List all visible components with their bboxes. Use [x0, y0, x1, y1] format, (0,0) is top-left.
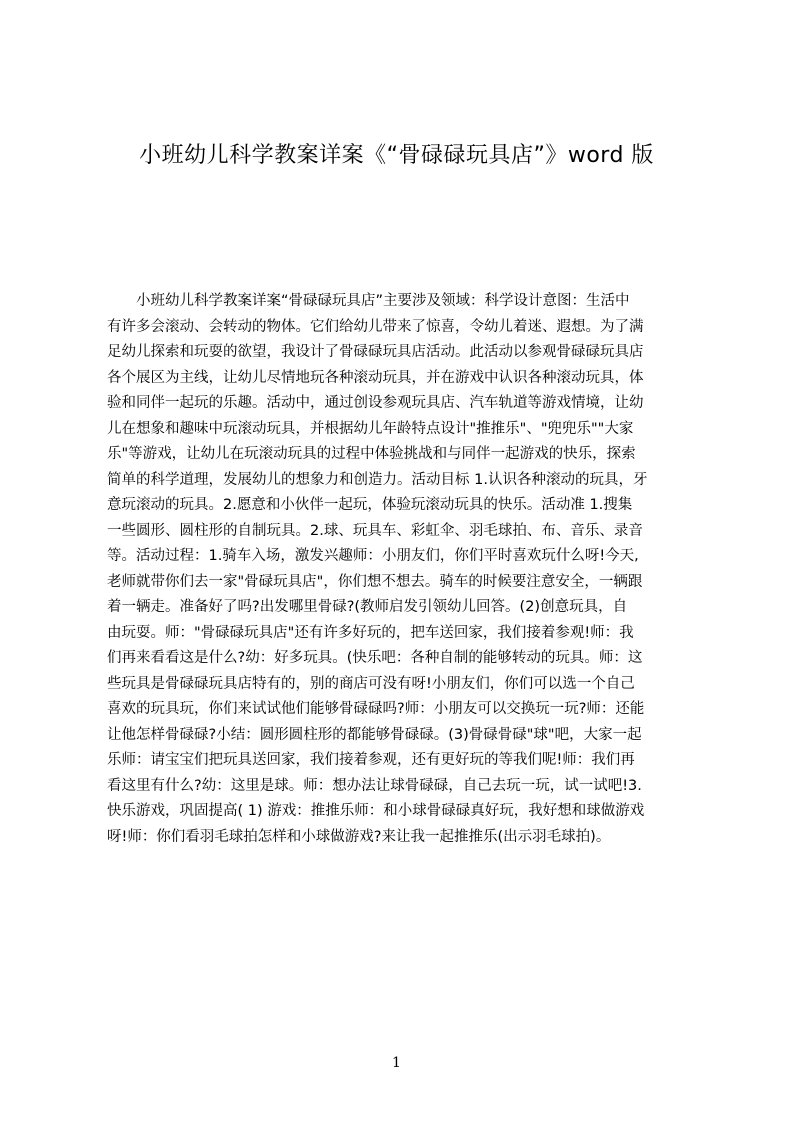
body-line: 验和同伴一起玩的乐趣。活动中，通过创设参观玩具店、汽车轨道等游戏情境，让幼 [107, 395, 644, 411]
body-line: 让他怎样骨碌碌?小结：圆形圆柱形的都能够骨碌碌。(3)骨碌骨碌"球"吧，大家一起 [107, 726, 642, 743]
body-line: 们再来看看这是什么?幼：好多玩具。(快乐吧：各种自制的能够转动的玩具。师：这 [107, 650, 643, 666]
body-line: 足幼儿探索和玩耍的欲望，我设计了骨碌碌玩具店活动。此活动以参观骨碌碌玩具店 [107, 344, 644, 360]
body-line: 乐"等游戏，让幼儿在玩滚动玩具的过程中体验挑战和与同伴一起游戏的快乐，探索 [107, 446, 636, 462]
body-line: 由玩耍。师："骨碌碌玩具店"还有许多好玩的，把车送回家，我们接着参观!师：我 [107, 624, 634, 641]
body-line: 简单的科学道理，发展幼儿的想象力和创造力。活动目标 1.认识各种滚动的玩具，牙 [107, 471, 648, 488]
body-line: 乐师：请宝宝们把玩具送回家，我们接着参观，还有更好玩的等我们呢!师：我们再 [107, 752, 635, 768]
body-line: 老师就带你们去一家"骨碌玩具店"，你们想不想去。骑车的时候要注意安全，一辆跟 [107, 573, 643, 590]
body-line: 快乐游戏，巩固提高( 1) 游戏：推推乐师：和小球骨碌碌真好玩，我好想和球做游戏 [107, 803, 645, 819]
document-title: 小班幼儿科学教案详案《“骨碌碌玩具店”》word 版 [139, 143, 654, 168]
body-line: 儿在想象和趣味中玩滚动玩具，并根据幼儿年龄特点设计"推推乐"、"兜兜乐""大家 [107, 420, 634, 437]
body-line: 着一辆走。准备好了吗?出发哪里骨碌?(教师启发引领幼儿回答。(2)创意玩具，自 [107, 599, 628, 615]
body-text [107, 289, 699, 850]
page-number: 1 [392, 1055, 401, 1071]
body-line: 有许多会滚动、会转动的物体。它们给幼儿带来了惊喜，令幼儿着迷、遐想。为了满 [107, 318, 644, 335]
body-line: 各个展区为主线，让幼儿尽情地玩各种滚动玩具，并在游戏中认识各种滚动玩具，体 [107, 369, 644, 386]
body-line: 呀!师：你们看羽毛球拍怎样和小球做游戏?来让我一起推推乐(出示羽毛球拍)。 [107, 828, 611, 845]
body-line: 一些圆形、圆柱形的自制玩具。2.球、玩具车、彩虹伞、羽毛球拍、布、音乐、录音 [107, 522, 643, 539]
body-line: 喜欢的玩具玩，你们来试试他们能够骨碌碌吗?师：小朋友可以交换玩一玩?师：还能 [107, 701, 645, 717]
body-line: 小班幼儿科学教案详案“骨碌碌玩具店”主要涉及领域：科学设计意图：生活中 [107, 293, 630, 309]
body-line: 等。活动过程：1.骑车入场，激发兴趣师：小朋友们，你们平时喜欢玩什么呀!今天, [107, 548, 639, 564]
body-line: 意玩滚动的玩具。2.愿意和小伙伴一起玩，体验玩滚动玩具的快乐。活动准 1.搜集 [107, 497, 633, 513]
body-line: 些玩具是骨碌碌玩具店特有的，别的商店可没有呀!小朋友们，你们可以选一个自己 [107, 675, 635, 692]
body-line: 看这里有什么?幼：这里是球。师：想办法让球骨碌碌，自己去玩一玩，试一试吧!3. [107, 777, 642, 794]
